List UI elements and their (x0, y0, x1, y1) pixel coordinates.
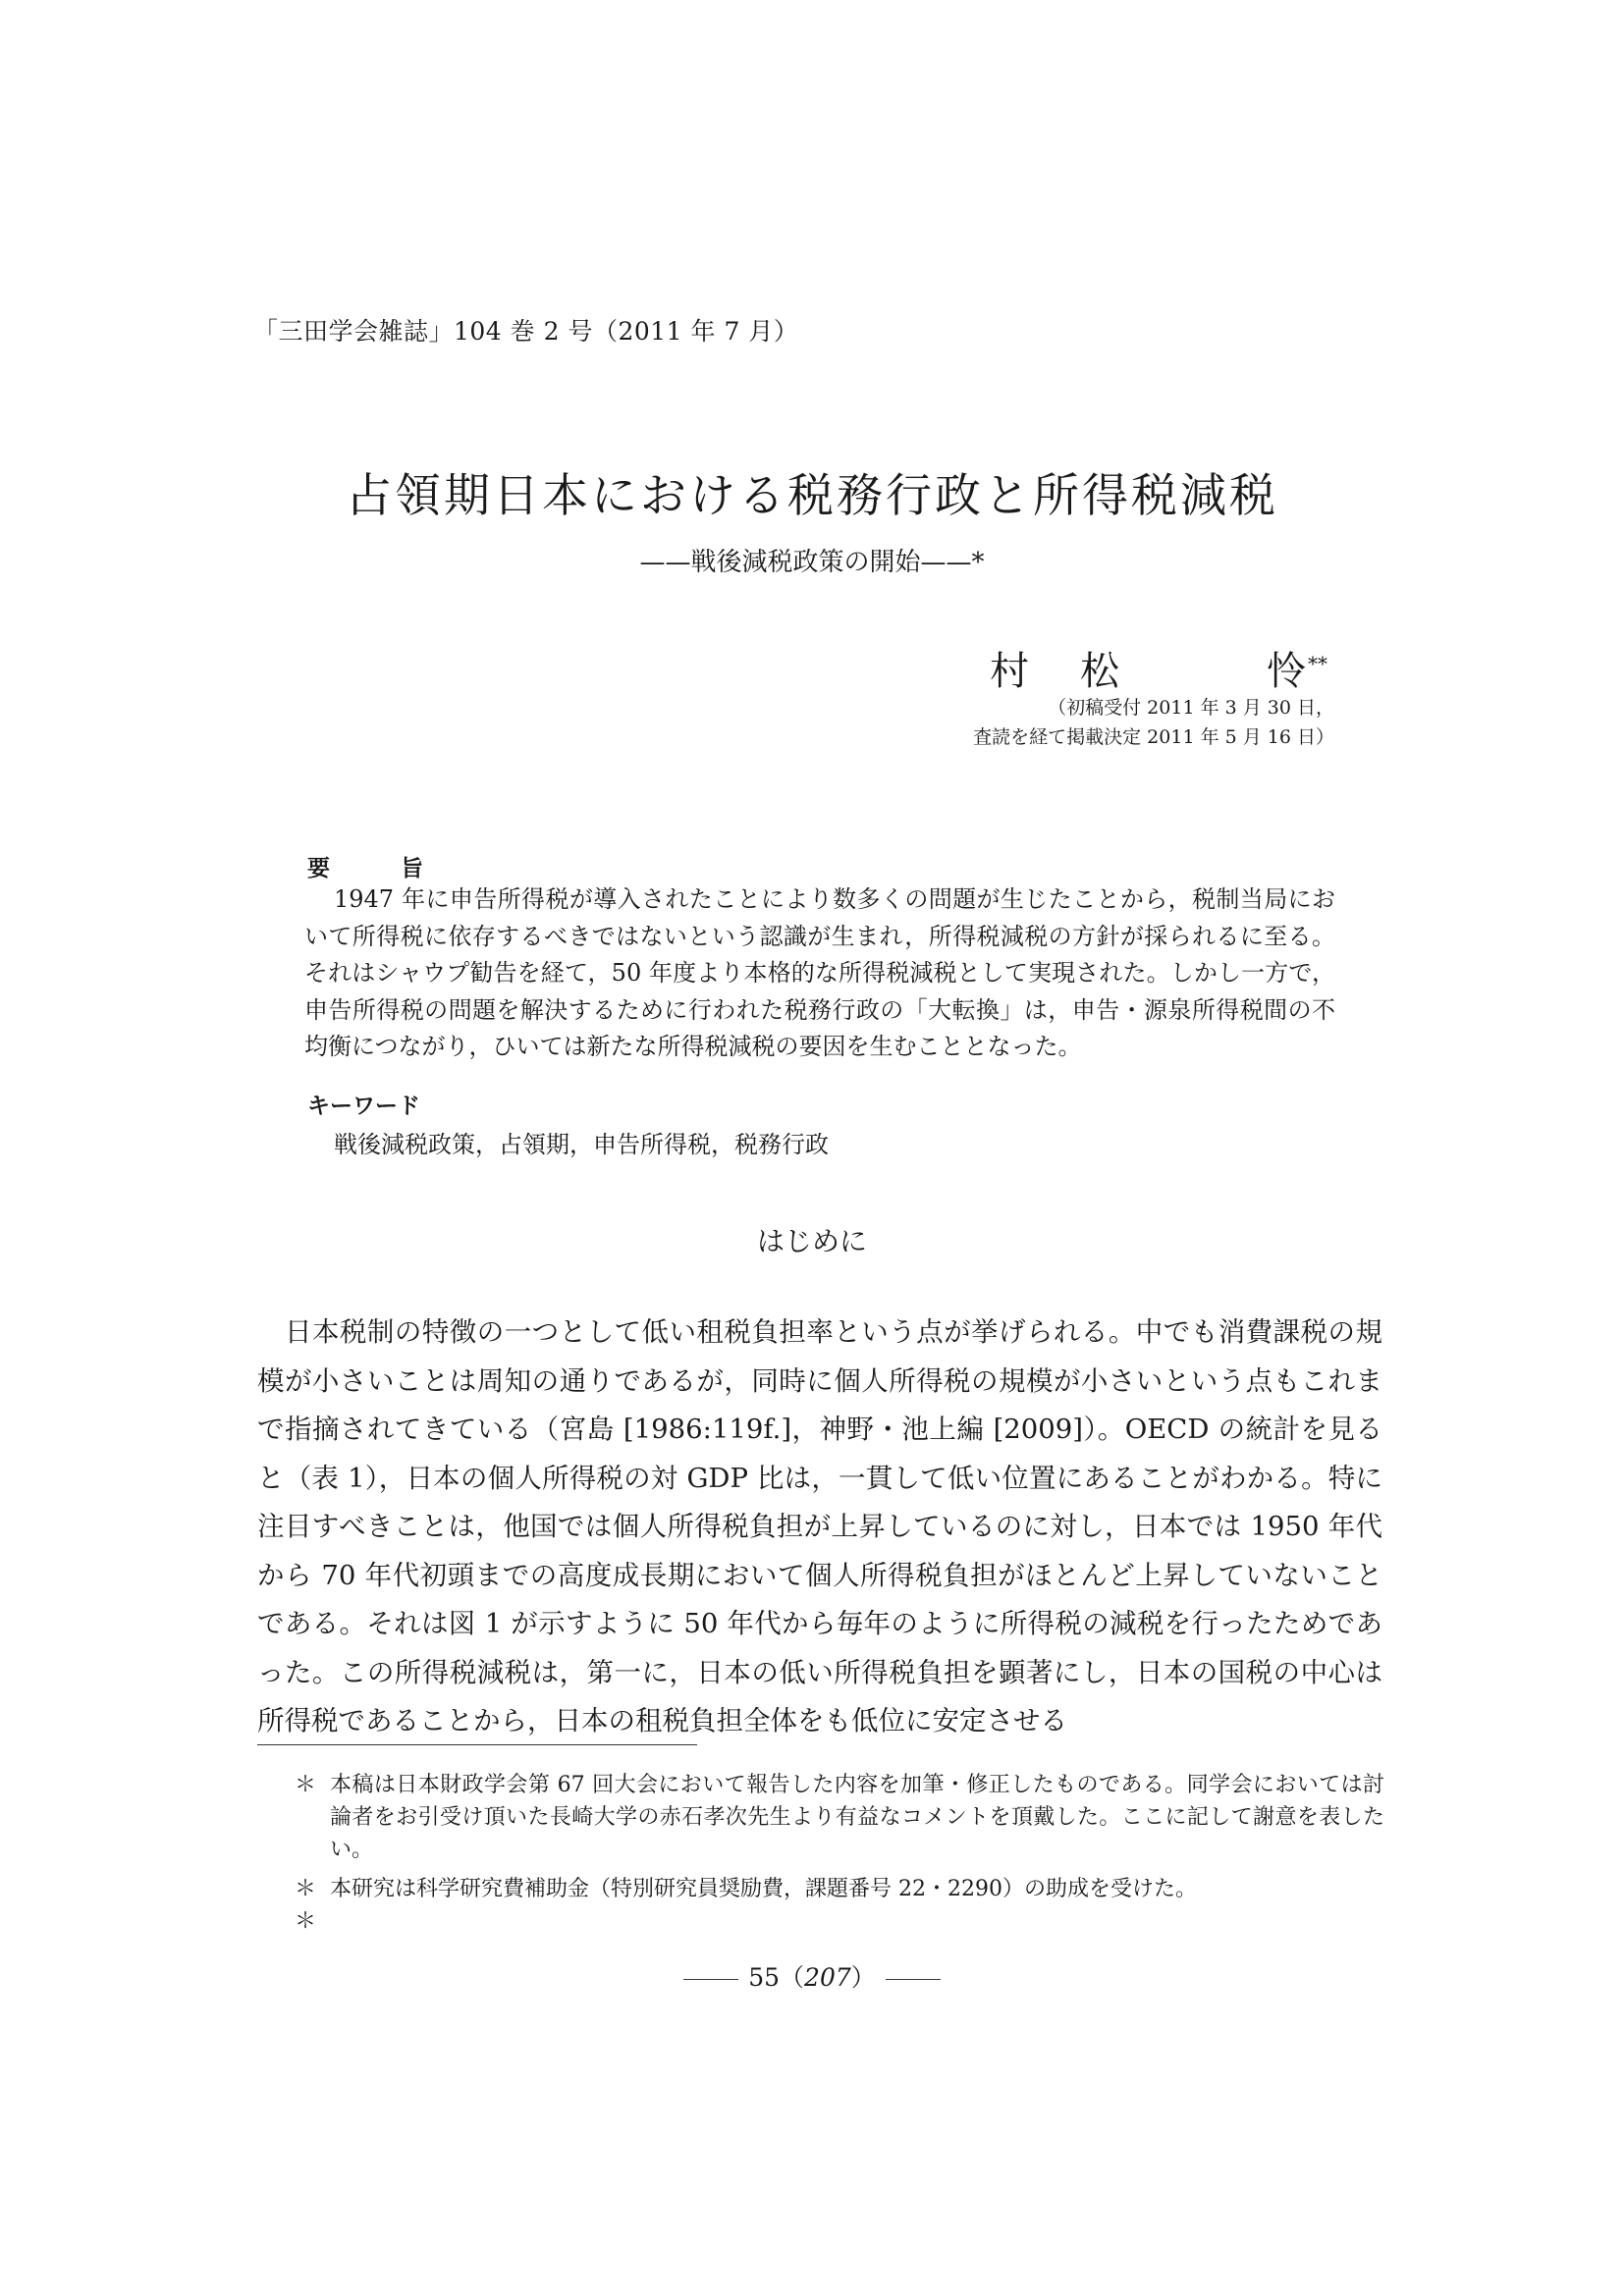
author-given-name-1: 松 (1080, 649, 1119, 694)
abstract-text: 1947 年に申告所得税が導入されたことにより数多くの問題が生じたことから，税制当局において所得税に依存するべきではないという認識が生まれ，所得税減税の方針が採られるに至る。それはシャウプ勧告を経て，50 年度より本格的な所得税減税として実現された。しかし一方で，申告所得税の問題を解決するために行われた税務行政の「大転換」は，申告・源泉所得税間の不均衡につながり，ひいては新たな所得税減税の要因を生むこととなった。 (304, 885, 1335, 1060)
keywords-text: 戦後減税政策，占領期，申告所得税，税務行政 (334, 1131, 829, 1158)
abstract-heading-right: 旨 (401, 855, 423, 881)
author-given-name-2: 怜 (1267, 649, 1306, 694)
article-title: 占領期日本における税務行政と所得税減税 (346, 469, 1278, 523)
author-footnote-mark: ** (1308, 651, 1327, 675)
journal-reference: 「三田学会雑誌」104 巻 2 号（2011 年 7 月） (253, 317, 799, 346)
footnote-text: 本稿は日本財政学会第 67 回大会において報告した内容を加筆・修正したものである。同学会においては討論者をお引受け頂いた長崎大学の赤石孝次先生より有益なコメントを頂戴した。ここに記して謝意を表したい。 (330, 1773, 1384, 1862)
page-number: 55（207） (0, 1958, 1624, 1994)
abstract-heading (307, 850, 423, 882)
page-dash-left (683, 1979, 738, 1980)
volume-page-number: 207 (804, 1963, 851, 1992)
article-subtitle: ——戦後減税政策の開始——* (639, 548, 985, 577)
footnote-1 (295, 1769, 1384, 1866)
footnote-divider (257, 1744, 697, 1745)
received-dates (973, 693, 1334, 752)
received-date-line: （初稿受付 2011 年 3 月 30 日， (1048, 697, 1334, 719)
keywords-heading: キーワード (307, 1093, 420, 1119)
footnote-mark: ＊ (295, 1773, 317, 1797)
footnote-text: 本研究は科学研究費補助金（特別研究員奨励費，課題番号 22・2290）の助成を受けた。 (330, 1877, 1197, 1901)
author-name (990, 640, 1327, 696)
page-dash-right (886, 1979, 941, 1980)
footnote-2 (295, 1873, 1384, 1934)
accepted-date-line: 査読を経て掲載決定 2011 年 5 月 16 日） (973, 726, 1334, 748)
page-number-value: 55 (748, 1963, 781, 1992)
author-family-name: 村 (990, 649, 1029, 694)
body-paragraph: 日本税制の特徴の一つとして低い租税負担率という点が挙げられる。中でも消費課税の規模が小さいことは周知の通りであるが，同時に個人所得税の規模が小さいという点もこれまで指摘されてきている（宮島 [1986:119f.]，神野・池上編 [2009]）。OECD の統計を見ると（表 1），日本の個人所得税の対 GDP 比は，一貫して低い位置にあることがわかる。特に注目すべきことは，他国では個人所得税負担が上昇しているのに対し，日本では 1950 年代から 70 年代初頭までの高度成長期において個人所得税負担がほとんど上昇していないことである。それは図 1 が示すように 50 年代から毎年のように所得税の減税を行ったためであった。この所得税減税は，第一に，日本の低い所得税負担を顕著にし，日本の国税の中心は所得税であることから，日本の租税負担全体をも低位に安定させる (257, 1316, 1382, 1736)
section-heading: はじめに (756, 1225, 867, 1257)
abstract-heading-left: 要 (307, 855, 330, 881)
footnote-mark: ＊＊ (295, 1877, 317, 1934)
